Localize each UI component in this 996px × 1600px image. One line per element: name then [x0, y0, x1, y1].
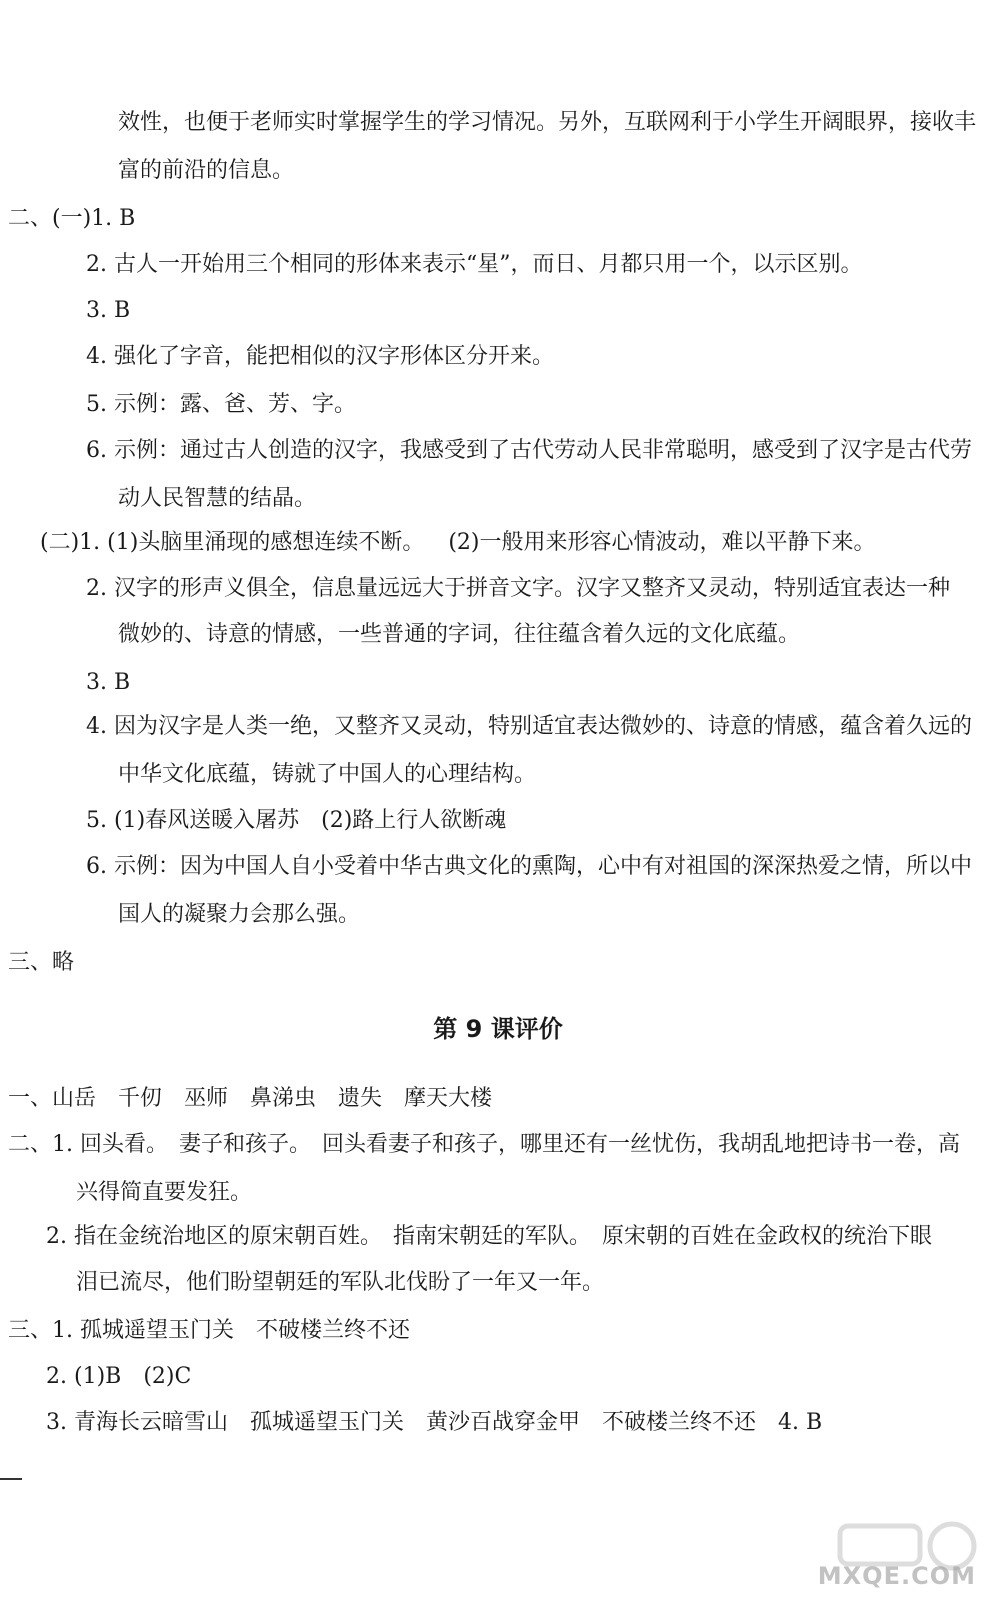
answer-item: 4. 强化了字音，能把相似的汉字形体区分开来。 — [86, 344, 554, 369]
eval-q1: 一、山岳 千仞 巫师 鼻涕虫 遗失 摩天大楼 — [8, 1086, 493, 1111]
eval-q2-1-continued: 兴得简直要发狂。 — [76, 1180, 253, 1205]
answer-item-continued: 国人的凝聚力会那么强。 — [118, 902, 361, 927]
part-2-answer-1: (二)1. (1)头脑里涌现的感想连续不断。 — [40, 530, 425, 555]
answer-item: 5. (1)春风送暖入屠苏 (2)路上行人欲断魂 — [86, 808, 507, 833]
margin-rule — [0, 1478, 22, 1480]
eval-q3-2: 2. (1)B (2)C — [46, 1364, 192, 1389]
answer-item: 6. 示例：通过古人创造的汉字，我感受到了古代劳动人民非常聪明，感受到了汉字是古代劳 — [86, 438, 972, 463]
answer-item: 2. 古人一开始用三个相同的形体来表示“星”，而日、月都只用一个，以示区别。 — [86, 252, 863, 277]
answer-item: 3. B — [86, 298, 131, 323]
answer-item-continued: 微妙的、诗意的情感，一些普通的字词，往往蕴含着久远的文化底蕴。 — [118, 622, 801, 647]
eval-q3-3: 3. 青海长云暗雪山 孤城遥望玉门关 黄沙百战穿金甲 不破楼兰终不还 4. B — [46, 1410, 823, 1435]
eval-q2-2-continued: 泪已流尽，他们盼望朝廷的军队北伐盼了一年又一年。 — [76, 1270, 605, 1295]
answer-item: 2. 汉字的形声义俱全，信息量远远大于拼音文字。汉字又整齐又灵动，特别适宜表达一种 — [86, 576, 950, 601]
part-2-answer-2: (2)一般用来形容心情波动，难以平静下来。 — [448, 530, 876, 555]
section-3: 三、略 — [8, 950, 75, 975]
section-2-part-2-label — [40, 528, 876, 558]
eval-q2-1: 二、1. 回头看。 妻子和孩子。 回头看妻子和孩子，哪里还有一丝忧伤，我胡乱地把诗书一卷，高 — [8, 1132, 960, 1157]
text-line: 效性，也便于老师实时掌握学生的学习情况。另外，互联网利于小学生开阔眼界，接收丰 — [118, 110, 977, 135]
answer-item-continued: 中华文化底蕴，铸就了中国人的心理结构。 — [118, 762, 537, 787]
answer-item-continued: 动人民智慧的结晶。 — [118, 486, 317, 511]
eval-q2-2: 2. 指在金统治地区的原宋朝百姓。 指南宋朝廷的军队。 原宋朝的百姓在金政权的统治下眼 — [46, 1224, 932, 1249]
answer-item: 5. 示例：露、爸、芳、字。 — [86, 392, 356, 417]
lesson-title: 第 9 课评价 — [433, 1015, 563, 1043]
text-line: 富的前沿的信息。 — [118, 158, 295, 183]
eval-q3-1: 三、1. 孤城遥望玉门关 不破楼兰终不还 — [8, 1318, 410, 1343]
watermark-text: MXQE.COM — [817, 1562, 976, 1590]
section-2-part-1-label: 二、(一)1. B — [8, 206, 136, 231]
answer-item: 3. B — [86, 670, 131, 695]
answer-item: 4. 因为汉字是人类一绝，又整齐又灵动，特别适宜表达微妙的、诗意的情感，蕴含着久远的 — [86, 714, 972, 739]
answer-item: 6. 示例：因为中国人自小受着中华古典文化的熏陶，心中有对祖国的深深热爱之情，所以中 — [86, 854, 972, 879]
